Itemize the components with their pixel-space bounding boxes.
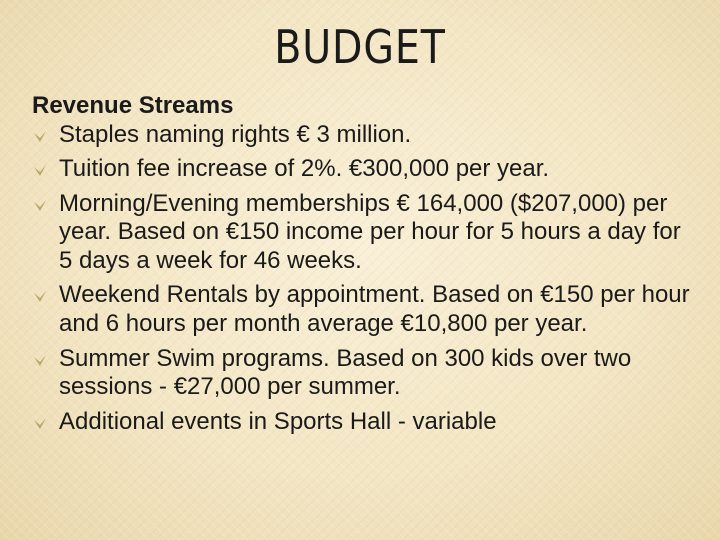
revenue-streams-list <box>32 121 692 436</box>
list-item-text: Additional events in Sports Hall - variable <box>59 407 497 435</box>
list-item <box>32 121 692 150</box>
slide-content <box>32 91 692 436</box>
checkmark-bullet-icon <box>33 354 47 368</box>
list-item <box>32 190 692 276</box>
list-item-text: Staples naming rights € 3 million. <box>59 121 412 148</box>
list-item-text: Summer Swim programs. Based on 300 kids over two sessions - €27,000 per summer. <box>59 344 632 401</box>
checkmark-bullet-icon <box>33 199 47 213</box>
checkmark-bullet-icon <box>33 164 47 178</box>
list-item <box>32 155 692 184</box>
section-heading: Revenue Streams <box>32 92 234 119</box>
checkmark-bullet-icon <box>33 130 47 144</box>
list-item-text: Weekend Rentals by appointment. Based on €150 per hour and 6 hours per month average €10,800 per year. <box>59 281 690 338</box>
list-item <box>32 345 692 403</box>
list-item-text: Tuition fee increase of 2%. €300,000 per year. <box>59 155 550 183</box>
checkmark-bullet-icon <box>33 417 47 431</box>
list-item <box>32 408 692 437</box>
slide-title: BUDGET <box>274 20 446 74</box>
list-item <box>32 281 692 339</box>
list-item-text: Morning/Evening memberships € 164,000 ($207,000) per year. Based on €150 income per hour for 5 hours a day for 5 days a week for 46 weeks. <box>59 189 681 275</box>
checkmark-bullet-icon <box>33 290 47 304</box>
